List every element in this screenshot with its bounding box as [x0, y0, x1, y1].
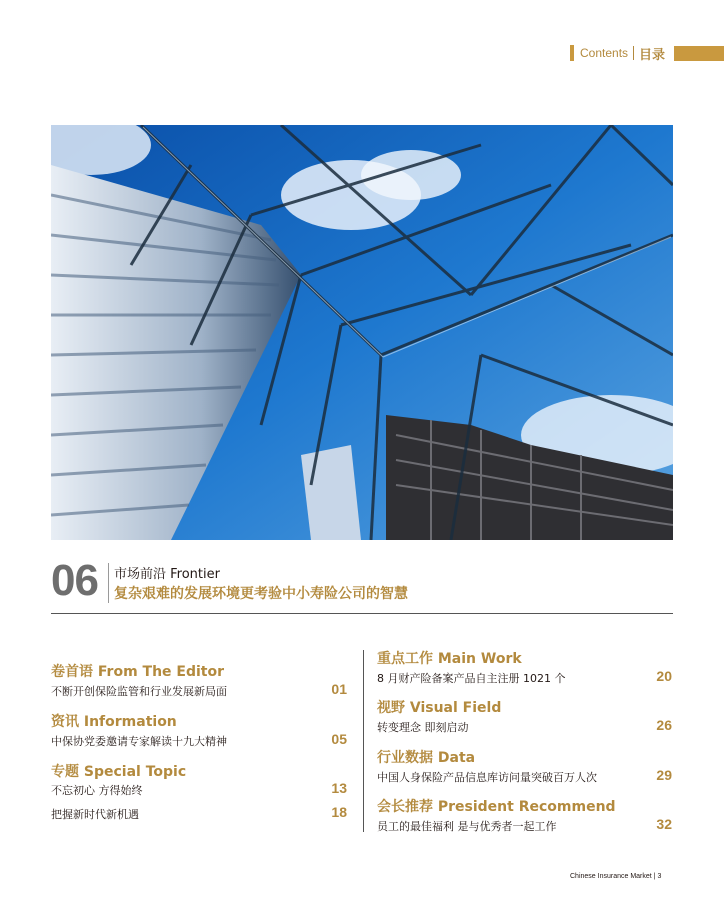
page-footer	[570, 873, 661, 880]
toc-item[interactable]: 中国人身保险产品信息库访问量突破百万人次	[377, 771, 597, 784]
header-accent-bar	[570, 45, 574, 61]
toc-item[interactable]: 把握新时代新机遇	[51, 808, 139, 821]
section-heading-special-topic: 专题 Special Topic	[51, 764, 187, 780]
toc-page-number: 01	[331, 681, 347, 697]
feature-number: 06	[51, 556, 98, 605]
toc-page-number: 05	[331, 731, 347, 747]
feature-title[interactable]: 复杂艰难的发展环境更考验中小寿险公司的智慧	[114, 586, 408, 602]
column-divider	[363, 650, 364, 832]
toc-page-number: 26	[656, 717, 672, 733]
footer-page-number: 3	[657, 873, 662, 880]
toc-item[interactable]: 8 月财产险备案产品自主注册 1021 个	[377, 672, 566, 685]
toc-item[interactable]: 转变理念 即刻启动	[377, 721, 469, 734]
toc-page-number: 20	[656, 668, 672, 684]
toc-item[interactable]: 不断开创保险监管和行业发展新局面	[51, 685, 227, 698]
toc-page-number: 13	[331, 780, 347, 796]
header-divider	[633, 46, 634, 60]
hero-image-glass-buildings	[51, 125, 673, 540]
toc-item[interactable]: 员工的最佳福利 是与优秀者一起工作	[377, 820, 557, 833]
footer-divider: |	[653, 873, 658, 880]
section-heading-main-work: 重点工作 Main Work	[377, 651, 522, 667]
horizontal-rule	[51, 613, 673, 614]
section-heading-information: 资讯 Information	[51, 714, 177, 730]
header-gold-band	[674, 46, 724, 61]
feature-divider	[108, 563, 109, 603]
section-heading-president-recommend: 会长推荐 President Recommend	[377, 799, 616, 815]
section-header	[570, 44, 665, 62]
feature-category: 市场前沿 Frontier	[114, 567, 220, 582]
toc-item[interactable]: 中保协党委邀请专家解读十九大精神	[51, 735, 227, 748]
section-heading-data: 行业数据 Data	[377, 750, 476, 766]
section-heading-visual-field: 视野 Visual Field	[377, 700, 502, 716]
toc-item[interactable]: 不忘初心 方得始终	[51, 784, 143, 797]
footer-magazine-name: Chinese Insurance Market	[570, 873, 652, 880]
header-contents-cn: 目录	[639, 47, 666, 63]
toc-page-number: 32	[656, 816, 672, 832]
toc-page-number: 18	[331, 804, 347, 820]
section-heading-editor: 卷首语 From The Editor	[51, 664, 225, 680]
header-contents-en: Contents	[580, 46, 629, 60]
toc-page-number: 29	[656, 767, 672, 783]
